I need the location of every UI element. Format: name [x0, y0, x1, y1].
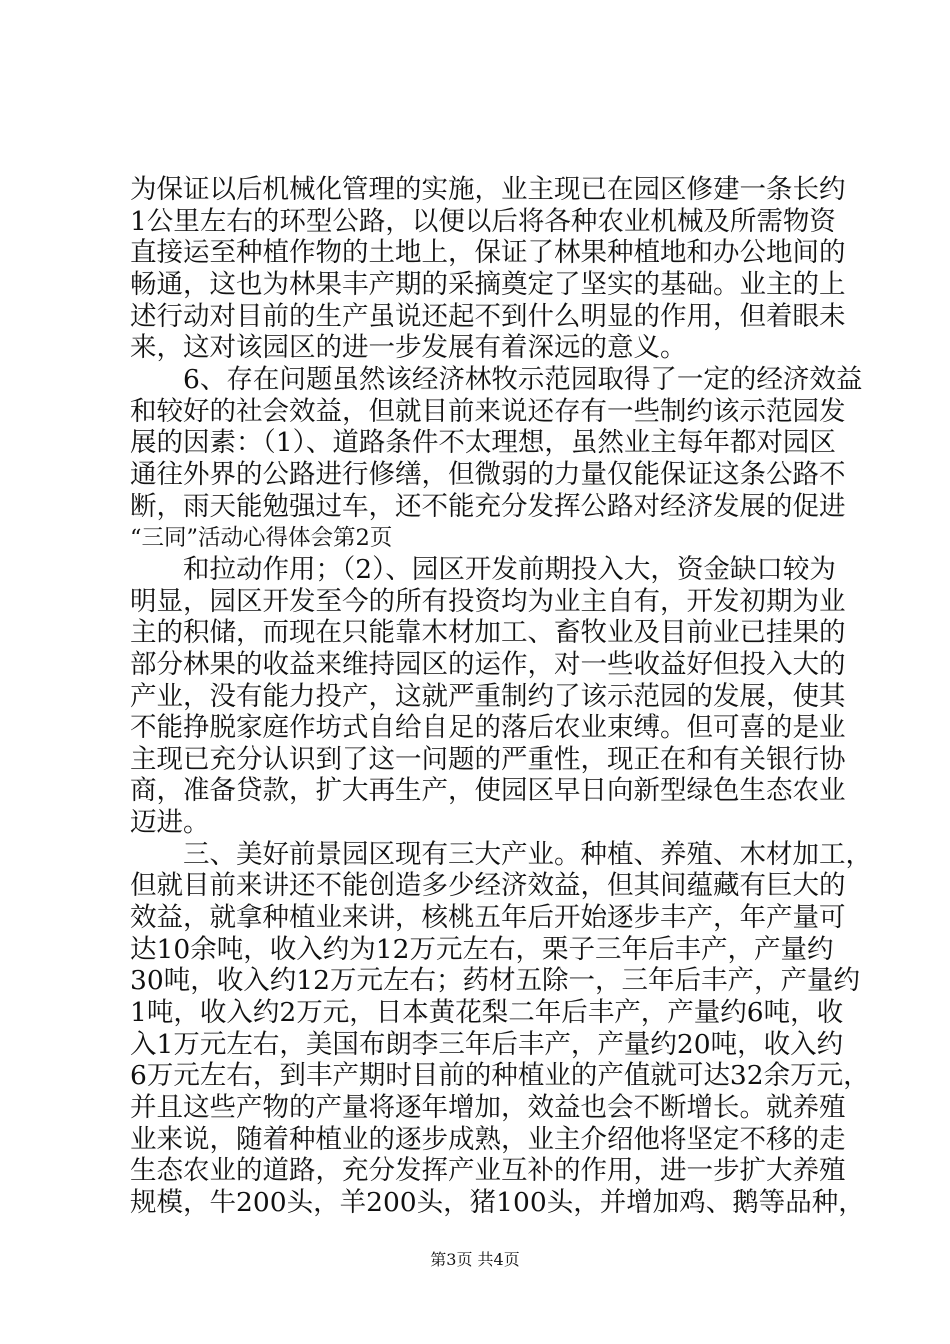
body-line: 直接运至种植作物的土地上，保证了林果种植地和办公地间的 [130, 237, 846, 268]
body-line: 产业，没有能力投产，这就严重制约了该示范园的发展，使其 [130, 681, 846, 712]
body-line: 断，雨天能勉强过车，还不能充分发挥公路对经济发展的促进 [130, 491, 846, 522]
body-line: 明显，园区开发至今的所有投资均为业主自有，开发初期为业 [130, 586, 846, 617]
body-line: 规模，牛200头，羊200头，猪100头，并增加鸡、鹅等品种， [130, 1187, 865, 1218]
body-line: 1公里左右的环型公路，以便以后将各种农业机械及所需物资 [130, 206, 836, 237]
body-line: 为保证以后机械化管理的实施，业主现已在园区修建一条长约 [130, 174, 846, 205]
body-line: 并且这些产物的产量将逐年增加，效益也会不断增长。就养殖 [130, 1092, 846, 1123]
body-line: 效益，就拿种植业来讲，核桃五年后开始逐步丰产，年产量可 [130, 902, 846, 933]
body-line: 和拉动作用；（2）、园区开发前期投入大，资金缺口较为 [130, 554, 836, 585]
body-line: 和较好的社会效益，但就目前来说还存有一些制约该示范园发 [130, 396, 846, 427]
body-line: 但就目前来讲还不能创造多少经济效益，但其间蕴藏有巨大的 [130, 870, 846, 901]
body-line: 畅通，这也为林果丰产期的采摘奠定了坚实的基础。业主的上 [130, 269, 846, 300]
body-line: 6、存在问题虽然该经济林牧示范园取得了一定的经济效益 [130, 364, 863, 395]
body-line: 生态农业的道路，充分发挥产业互补的作用，进一步扩大养殖 [130, 1155, 846, 1186]
body-line: 展的因素：（1）、道路条件不太理想，虽然业主每年都对园区 [130, 427, 836, 458]
body-line: 主现已充分认识到了这一问题的严重性，现正在和有关银行协 [130, 744, 846, 775]
body-line: 述行动对目前的生产虽说还起不到什么明显的作用，但着眼未 [130, 301, 846, 332]
body-line: 来，这对该园区的进一步发展有着深远的意义。 [130, 332, 687, 363]
body-line: 部分林果的收益来维持园区的运作，对一些收益好但投入大的 [130, 649, 846, 680]
body-line: 商，准备贷款，扩大再生产，使园区早日向新型绿色生态农业 [130, 775, 846, 806]
section-heading: “三同”活动心得体会第2页 [130, 525, 393, 551]
body-line: 三、美好前景园区现有三大产业。种植、养殖、木材加工， [130, 839, 872, 870]
body-line: 6万元左右，到丰产期时目前的种植业的产值就可达32余万元， [130, 1060, 870, 1091]
body-line: 30吨，收入约12万元左右；药材五除一，三年后丰产，产量约 [130, 965, 860, 996]
body-line: 业来说，随着种植业的逐步成熟，业主介绍他将坚定不移的走 [130, 1124, 846, 1155]
body-line: 通往外界的公路进行修缮，但微弱的力量仅能保证这条公路不 [130, 459, 846, 490]
page-footer: 第3页 共4页 [430, 1250, 520, 1269]
body-line: 迈进。 [130, 807, 210, 838]
body-line: 1吨，收入约2万元，日本黄花梨二年后丰产，产量约6吨，收 [130, 997, 844, 1028]
body-line: 不能挣脱家庭作坊式自给自足的落后农业束缚。但可喜的是业 [130, 712, 846, 743]
body-line: 达10余吨，收入约为12万元左右，栗子三年后丰产，产量约 [130, 934, 834, 965]
body-line: 入1万元左右，美国布朗李三年后丰产，产量约20吨，收入约 [130, 1029, 844, 1060]
body-line: 主的积储，而现在只能靠木材加工、畜牧业及目前业已挂果的 [130, 617, 846, 648]
